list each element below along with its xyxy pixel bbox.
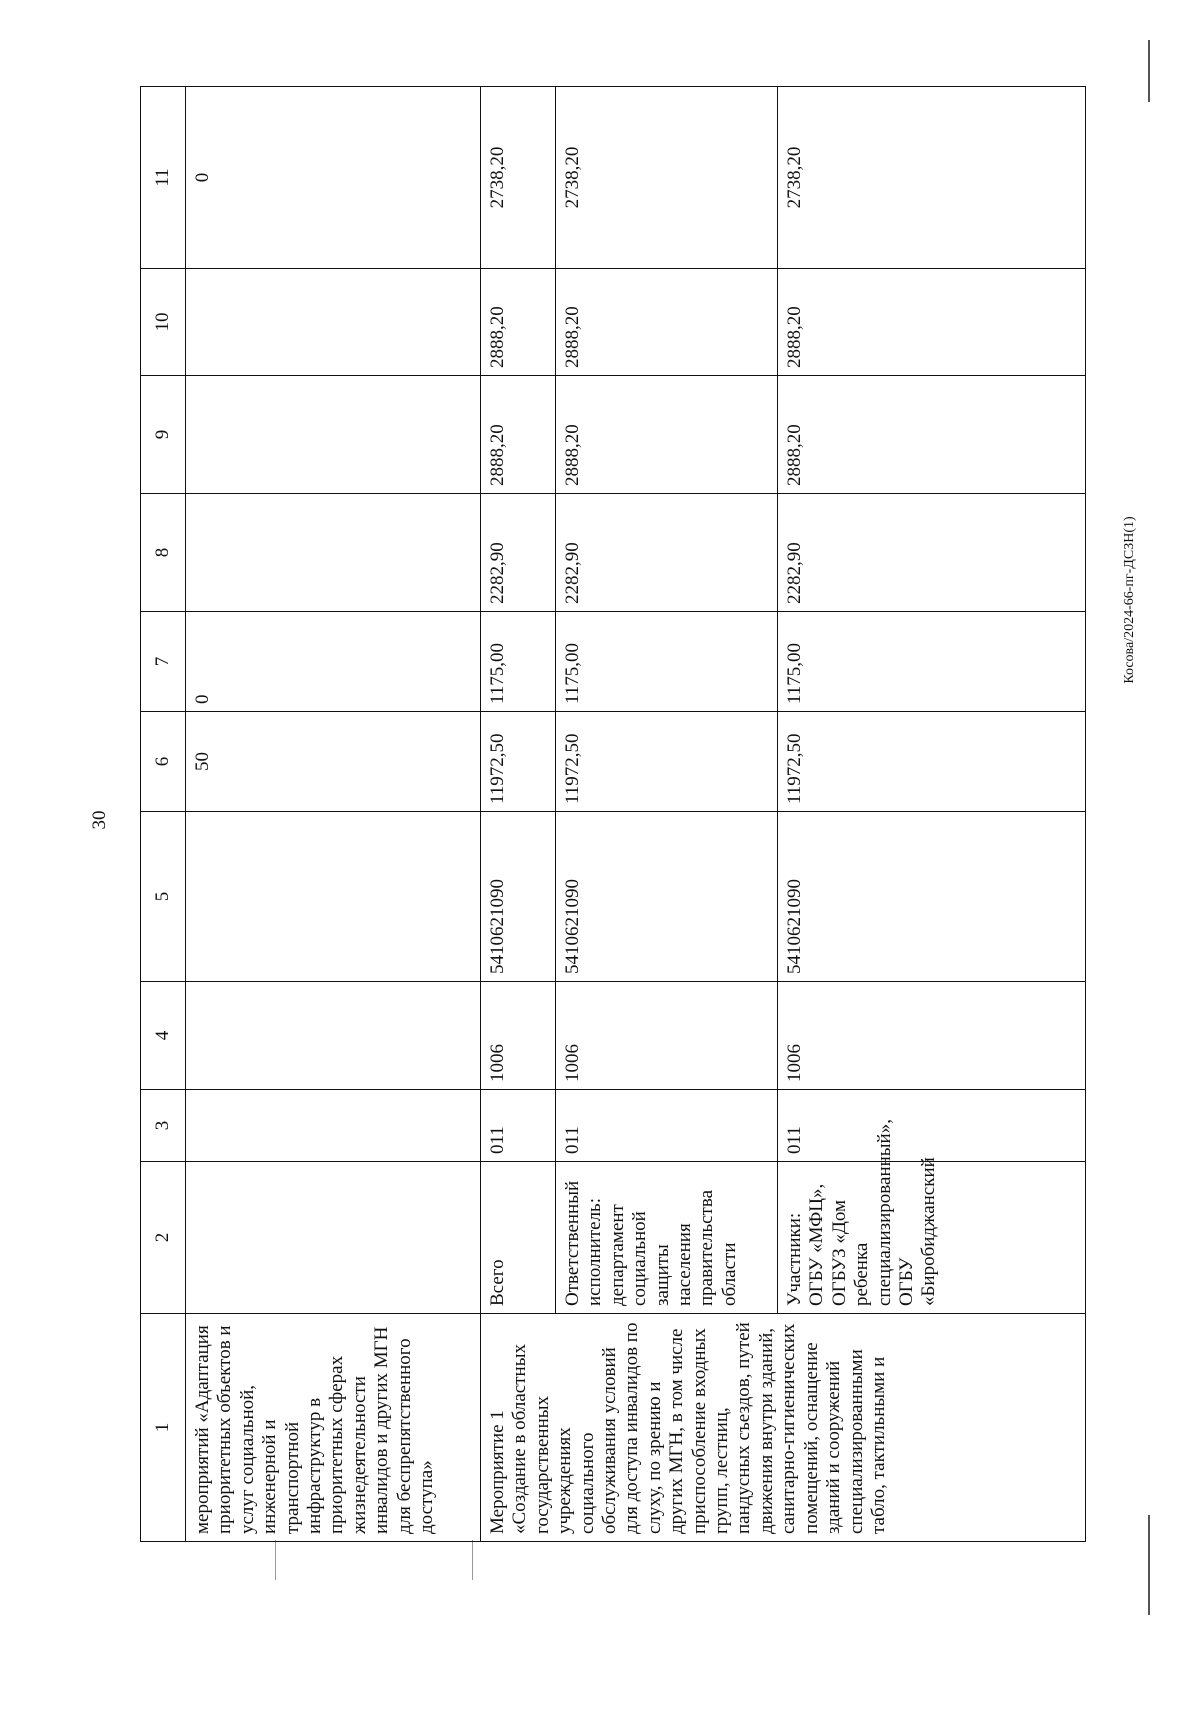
- header-cell: 5: [141, 812, 186, 982]
- header-cell: 11: [141, 87, 186, 269]
- rotated-table-wrapper: [140, 87, 1085, 1542]
- table-cell: 1006: [778, 982, 1086, 1090]
- table-cell: 2282,90: [556, 494, 778, 612]
- page-number: 30: [89, 810, 110, 830]
- table-cell: 1006: [481, 982, 556, 1090]
- table-cell: 0: [186, 87, 481, 269]
- table-cell: 011: [556, 1090, 778, 1162]
- table-cell: 1006: [556, 982, 778, 1090]
- header-cell: 10: [141, 269, 186, 376]
- table-cell: [186, 376, 481, 494]
- footer-code: Косова/2024-66-пг-ДСЗН(1): [1122, 516, 1137, 684]
- table-cell: [186, 982, 481, 1090]
- table-cell: Всего: [481, 1162, 556, 1314]
- table-row: [481, 87, 556, 1542]
- table-cell: мероприятий «Адаптация приоритетных объектов и услуг социальной, инженерной и транспортной инфраструктур в приоритетных сферах жизнедеятельности инвалидов и других МГН для беспрепятственного доступа»: [186, 1314, 481, 1542]
- table-cell: 2888,20: [778, 376, 1086, 494]
- table-cell: 1175,00: [481, 612, 556, 712]
- table-cell: 11972,50: [481, 712, 556, 812]
- header-cell: 2: [141, 1162, 186, 1314]
- table-cell: Ответственный исполнитель: департамент социальной защиты населения правительства области: [556, 1162, 778, 1314]
- table-cell: 11972,50: [778, 712, 1086, 812]
- margin-line-left-1: [275, 1540, 276, 1580]
- table-cell: [186, 494, 481, 612]
- table-cell: 2738,20: [481, 87, 556, 269]
- header-cell: 6: [141, 712, 186, 812]
- table-cell: 011: [778, 1090, 1086, 1162]
- table-cell: 2282,90: [778, 494, 1086, 612]
- table-cell: 2888,20: [778, 269, 1086, 376]
- table-cell: [186, 812, 481, 982]
- margin-line-bottom: [1148, 1515, 1150, 1615]
- table-cell: 2888,20: [481, 269, 556, 376]
- table-cell: [186, 1090, 481, 1162]
- header-cell: 9: [141, 376, 186, 494]
- table-cell: 1175,00: [556, 612, 778, 712]
- table-cell: 0: [186, 612, 481, 712]
- header-cell: 7: [141, 612, 186, 712]
- table-cell: 5410621090: [481, 812, 556, 982]
- table-cell: 2738,20: [556, 87, 778, 269]
- header-cell: 3: [141, 1090, 186, 1162]
- table-cell: 2888,20: [481, 376, 556, 494]
- table-cell: Мероприятие 1 «Создание в областных государственных учреждениях социального обслуживания условий для доступа инвалидов по слуху, по зрению и других МГН, в том числе приспособление входных групп, лестниц, пандусных съездов, путей движения внутри зданий, санитарно-гигиенических помещений, оснащение зданий и сооружений специализированными табло, тактильными и: [481, 1314, 1086, 1542]
- header-cell: 1: [141, 1314, 186, 1542]
- table-cell: 2738,20: [778, 87, 1086, 269]
- table-row: [186, 87, 481, 1542]
- header-cell: 4: [141, 982, 186, 1090]
- budget-table: [140, 86, 1086, 1542]
- table-cell: 5410621090: [778, 812, 1086, 982]
- table-cell: [186, 1162, 481, 1314]
- table-cell: 2282,90: [481, 494, 556, 612]
- table-cell: 50: [186, 712, 481, 812]
- table-cell: 2888,20: [556, 269, 778, 376]
- table-cell: [186, 269, 481, 376]
- table-cell: 011: [481, 1090, 556, 1162]
- header-row: [141, 87, 186, 1542]
- table-cell: 11972,50: [556, 712, 778, 812]
- table-cell: 2888,20: [556, 376, 778, 494]
- table-cell: 5410621090: [556, 812, 778, 982]
- margin-line-top: [1148, 40, 1150, 102]
- table-cell: Участники: ОГБУ «МФЦ», ОГБУЗ «Дом ребенка специализированный», ОГБУ «Биробиджанский: [778, 1162, 1086, 1314]
- margin-line-left-2: [472, 1540, 473, 1580]
- table-cell: 1175,00: [778, 612, 1086, 712]
- header-cell: 8: [141, 494, 186, 612]
